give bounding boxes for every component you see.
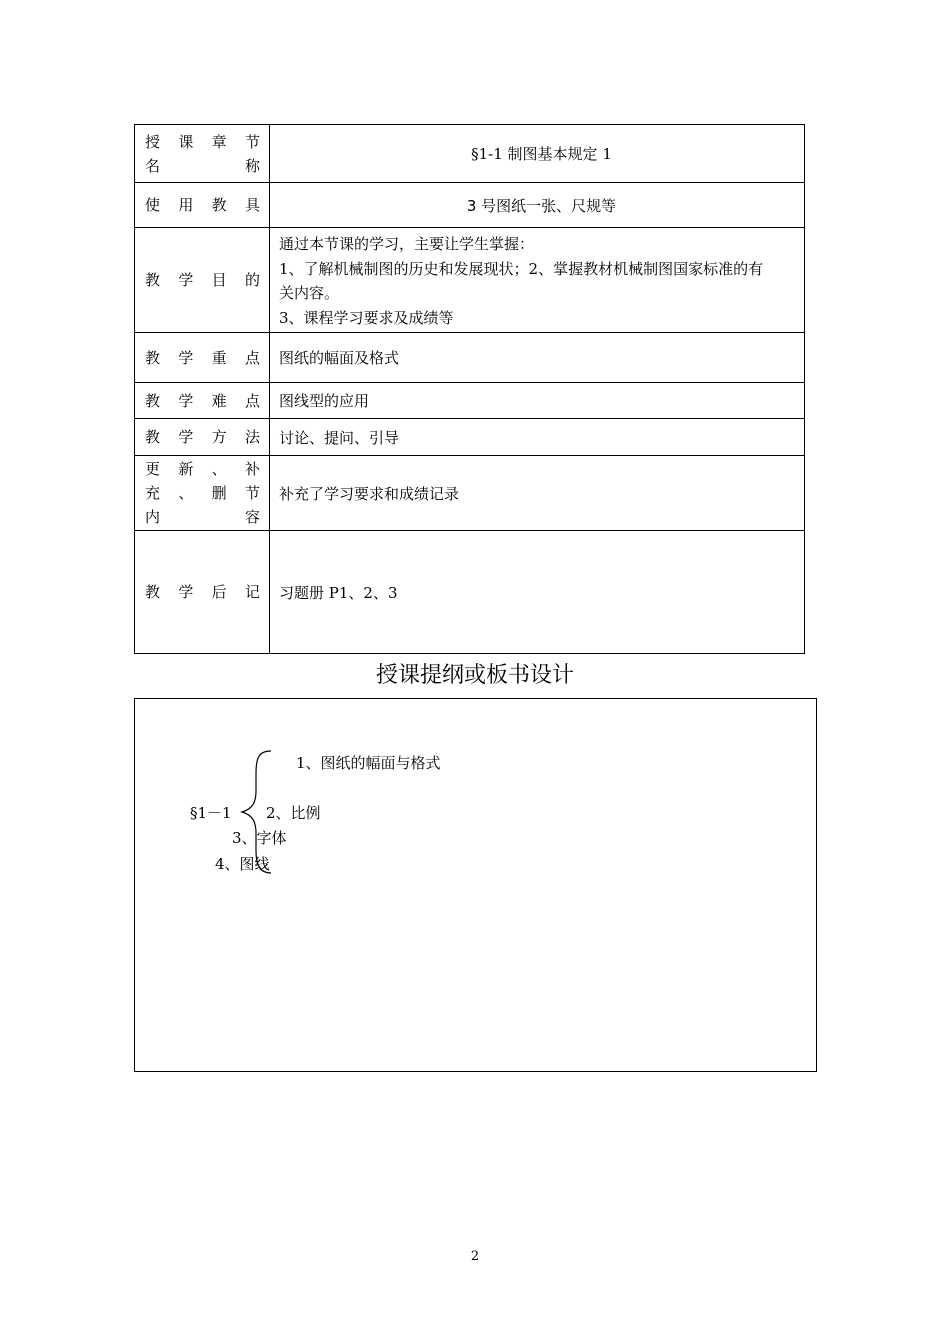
table-row — [135, 383, 805, 419]
row-label: 使 用 教 具 — [135, 183, 270, 228]
board-item-1: 1、图纸的幅面与格式 — [296, 754, 441, 772]
curly-brace — [135, 699, 818, 1073]
board-design-box — [134, 698, 817, 1072]
teaching-purpose-value: 通过本节课的学习，主要让学生掌握： 1、了解机械制图的历史和发展现状；2、掌握教材机械制图国家标准的有 关内容。 3、课程学习要求及成绩等 — [270, 228, 805, 333]
teaching-aids-value: 3 号图纸一张、尺规等 — [270, 183, 805, 228]
row-label: 授 课 章 节 名 称 — [135, 125, 270, 183]
row-label: 更 新 、 补 充 、 删 节 内 容 — [135, 456, 270, 531]
row-label: 教 学 后 记 — [135, 531, 270, 654]
board-section-label: §1－1 — [190, 804, 232, 822]
chapter-name-value: §1-1 制图基本规定 1 — [270, 125, 805, 183]
outline-heading: 授课提纲或板书设计 — [375, 663, 574, 688]
table-row — [135, 531, 805, 654]
row-label: 教 学 目 的 — [135, 228, 270, 333]
page-number: 2 — [470, 1249, 480, 1264]
table-row — [135, 419, 805, 456]
board-item-4: 4、图线 — [215, 855, 270, 873]
lesson-plan-table — [134, 124, 805, 654]
table-row — [135, 228, 805, 333]
teaching-focus-value: 图纸的幅面及格式 — [270, 333, 805, 383]
updates-value: 补充了学习要求和成绩记录 — [270, 456, 805, 531]
table-row — [135, 333, 805, 383]
board-item-2: 2、比例 — [266, 804, 321, 822]
board-item-3: 3、字体 — [232, 829, 287, 847]
row-label: 教 学 重 点 — [135, 333, 270, 383]
teaching-difficulty-value: 图线型的应用 — [270, 383, 805, 419]
postscript-value: 习题册 P1、2、3 — [270, 531, 805, 654]
table-row — [135, 125, 805, 183]
row-label: 教 学 方 法 — [135, 419, 270, 456]
teaching-method-value: 讨论、提问、引导 — [270, 419, 805, 456]
row-label: 教 学 难 点 — [135, 383, 270, 419]
table-row — [135, 456, 805, 531]
table-row — [135, 183, 805, 228]
